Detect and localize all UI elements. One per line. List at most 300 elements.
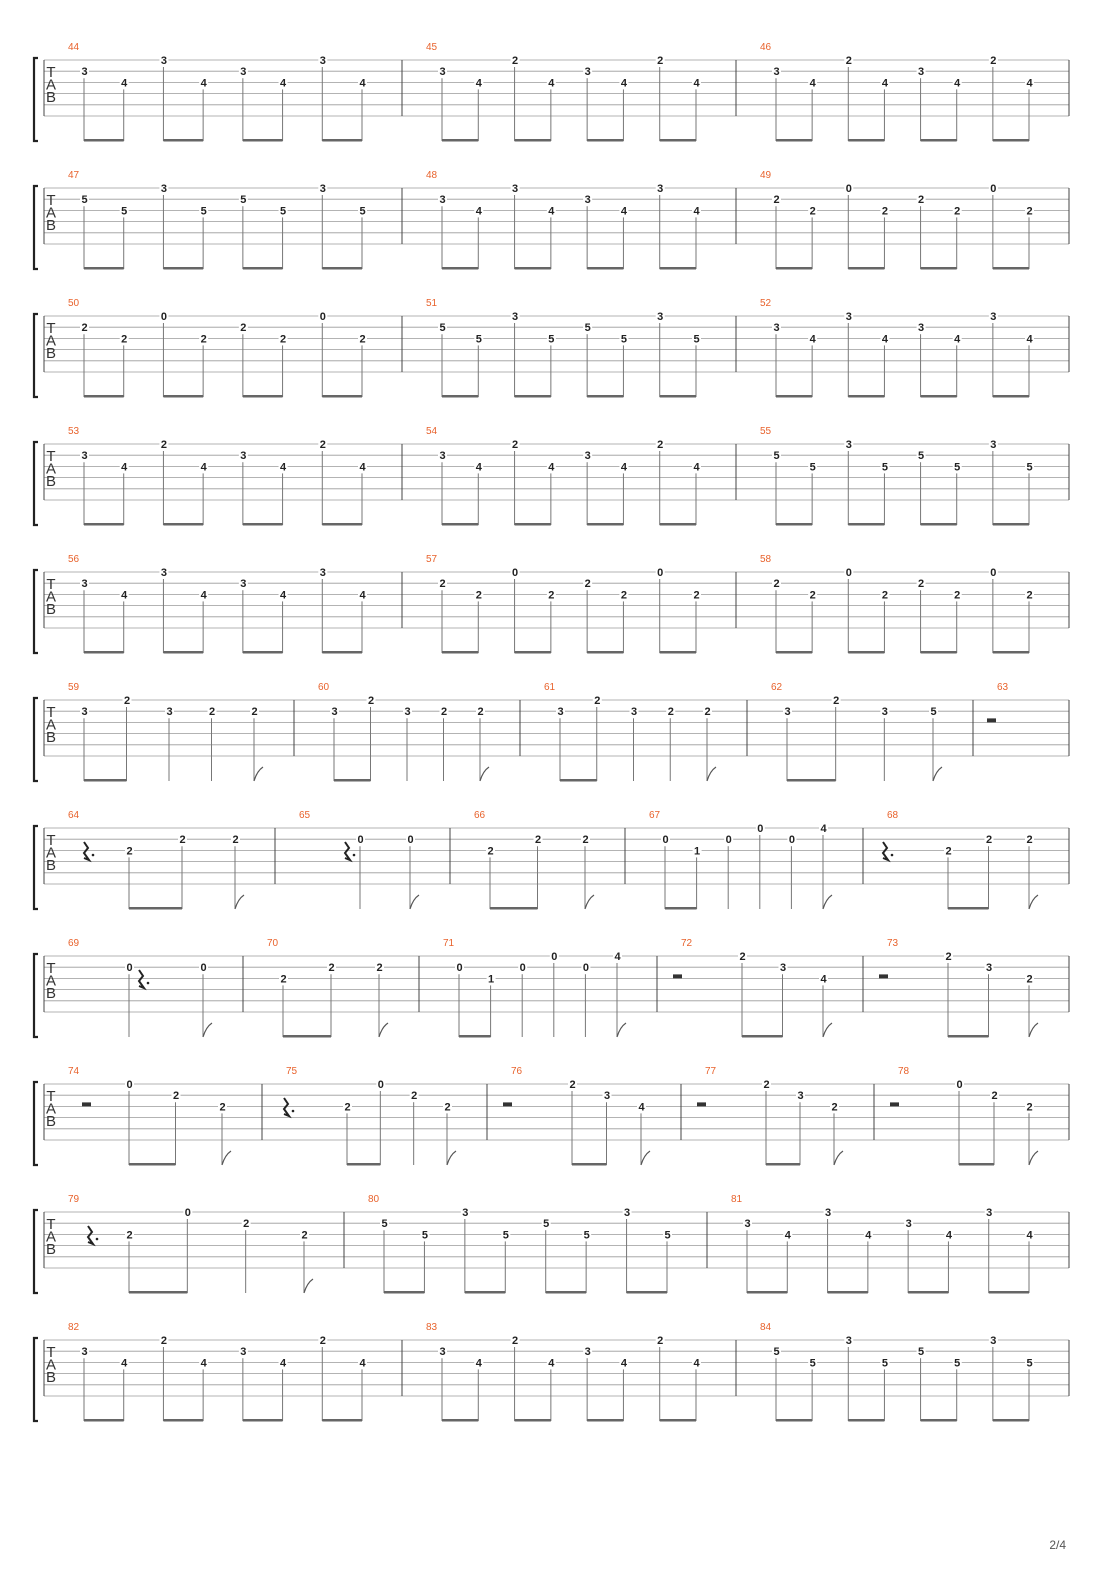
tab-clef-letter: A [45, 460, 57, 478]
fret-number: 3 [319, 183, 326, 195]
fret-number: 2 [1026, 1101, 1033, 1114]
fret-number: 4 [693, 77, 700, 90]
measure [426, 1322, 701, 1422]
beam [921, 395, 957, 398]
beam [848, 523, 884, 526]
beam [84, 651, 124, 654]
fret-number: 2 [344, 1101, 351, 1114]
beam [921, 1419, 957, 1422]
fret-number: 3 [845, 311, 852, 323]
measure [68, 1194, 313, 1294]
measure-number: 50 [68, 298, 80, 309]
half-rest [697, 1102, 706, 1106]
fret-number: 2 [881, 589, 888, 602]
fret-number: 2 [200, 333, 207, 346]
half-rest [82, 1102, 91, 1106]
fret-number: 4 [200, 589, 207, 602]
fret-number: 3 [240, 66, 247, 79]
fret-number: 2 [945, 951, 952, 963]
beam [742, 1035, 783, 1038]
measure [68, 810, 244, 910]
beam [163, 523, 203, 526]
tab-clef-letter: T [46, 704, 56, 721]
fret-number: 5 [693, 333, 700, 346]
quarter-rest [345, 842, 350, 860]
beam [747, 1291, 787, 1294]
fret-number: 3 [160, 567, 167, 579]
tab-system [34, 298, 1069, 398]
fret-number: 5 [809, 461, 816, 474]
beam [84, 395, 124, 398]
beam [660, 1419, 696, 1422]
fret-number: 3 [240, 578, 247, 591]
measure-number: 68 [887, 810, 899, 821]
tab-clef-letter: T [46, 1344, 56, 1361]
fret-number: 4 [1026, 77, 1033, 90]
fret-number: 3 [918, 66, 925, 79]
beam [993, 651, 1029, 654]
fret-number: 4 [1026, 333, 1033, 346]
fret-number: 2 [1026, 589, 1033, 602]
beam [243, 395, 283, 398]
beam [587, 267, 623, 270]
fret-number: 5 [584, 322, 591, 335]
fret-number: 2 [123, 695, 131, 707]
tab-clef-letter: A [45, 332, 57, 350]
tab-clef-letter: A [45, 588, 57, 606]
quarter-rest [88, 1226, 93, 1244]
fret-number: 5 [1026, 1357, 1033, 1370]
fret-number: 4 [1026, 1229, 1033, 1242]
beam [993, 395, 1029, 398]
fret-number: 2 [809, 205, 816, 218]
fret-number: 4 [200, 1357, 207, 1370]
fret-number: 4 [548, 1357, 555, 1370]
measure-number: 81 [731, 1194, 743, 1205]
beam [989, 1291, 1029, 1294]
beam [848, 395, 884, 398]
measure [68, 1322, 367, 1422]
note-flag [617, 1023, 626, 1037]
fret-number: 2 [620, 589, 627, 602]
fret-number: 5 [954, 1357, 961, 1370]
measure [760, 1322, 1034, 1422]
beam [84, 1419, 124, 1422]
measure [68, 938, 212, 1037]
beam [442, 651, 478, 654]
beam [587, 139, 623, 142]
fret-number: 5 [121, 205, 128, 218]
tab-system [34, 554, 1069, 654]
tab-clef-letter: A [45, 972, 57, 990]
fret-number: 4 [693, 205, 700, 218]
fret-number: 2 [739, 951, 746, 963]
fret-number: 5 [881, 461, 888, 474]
note-flag [707, 767, 716, 781]
fret-number: 3 [986, 1207, 993, 1219]
fret-number: 4 [548, 205, 555, 218]
fret-number: 4 [548, 77, 555, 90]
beam [442, 267, 478, 270]
beam [347, 1163, 380, 1166]
fret-number: 3 [657, 311, 664, 323]
fret-number: 5 [809, 1357, 816, 1370]
system-bracket [34, 698, 38, 781]
fret-number: 3 [462, 1207, 469, 1219]
beam [442, 139, 478, 142]
measure-number: 64 [68, 810, 80, 821]
fret-number: 2 [280, 973, 287, 986]
fret-number: 2 [667, 706, 674, 719]
fret-number: 2 [367, 695, 375, 707]
fret-number: 3 [657, 183, 664, 195]
fret-number: 5 [620, 333, 627, 346]
fret-number: 4 [121, 589, 128, 602]
fret-number: 4 [693, 461, 700, 474]
fret-number: 3 [439, 194, 446, 207]
fret-number: 5 [421, 1229, 428, 1242]
fret-number: 3 [319, 567, 326, 579]
tab-clef-letter: A [45, 1100, 57, 1118]
beam [442, 1419, 478, 1422]
system-bracket [34, 58, 38, 141]
tab-system [34, 1322, 1069, 1422]
measure-number: 63 [997, 682, 1009, 693]
fret-number: 4 [693, 1357, 700, 1370]
tab-clef-letter: T [46, 1088, 56, 1105]
fret-number: 2 [512, 439, 519, 451]
fret-number: 0 [788, 834, 795, 847]
quarter-rest [84, 842, 89, 860]
fret-number: 5 [918, 1346, 925, 1359]
measure-number: 76 [511, 1066, 523, 1077]
note-flag [1029, 895, 1038, 909]
fret-number: 4 [638, 1101, 645, 1114]
measure-number: 49 [760, 170, 772, 181]
system-bracket [34, 442, 38, 525]
fret-number: 0 [757, 823, 764, 835]
fret-number: 3 [160, 55, 167, 67]
fret-number: 5 [583, 1229, 590, 1242]
fret-number: 4 [954, 333, 961, 346]
tab-clef-letter: T [46, 192, 56, 209]
measure [760, 42, 1034, 142]
fret-number: 4 [784, 1229, 791, 1242]
fret-number: 0 [990, 183, 997, 195]
fret-number: 2 [440, 706, 448, 719]
fret-number: 3 [512, 183, 519, 195]
beam [959, 1163, 994, 1166]
fret-number: 4 [359, 461, 366, 474]
fret-number: 2 [232, 834, 239, 847]
fret-number: 0 [990, 567, 997, 579]
beam [660, 139, 696, 142]
fret-number: 2 [657, 1335, 664, 1347]
dot [292, 1110, 295, 1113]
measure [503, 1066, 650, 1166]
fret-number: 3 [160, 183, 167, 195]
fret-number: 3 [845, 439, 852, 451]
measure [697, 1066, 843, 1166]
fret-number: 5 [439, 322, 446, 335]
beam [665, 907, 697, 910]
measure-number: 48 [426, 170, 438, 181]
fret-number: 2 [439, 578, 446, 591]
fret-number: 5 [502, 1229, 509, 1242]
measure-number: 54 [426, 426, 438, 437]
fret-number: 5 [954, 461, 961, 474]
fret-number: 4 [475, 1357, 482, 1370]
system-bracket [34, 1082, 38, 1165]
note-flag [823, 895, 832, 909]
measure-number: 44 [68, 42, 80, 53]
fret-number: 3 [845, 1335, 852, 1347]
fret-number: 3 [773, 66, 780, 79]
beam [921, 139, 957, 142]
fret-number: 2 [693, 589, 700, 602]
measure-number: 51 [426, 298, 438, 309]
half-rest [987, 718, 996, 722]
note-flag [379, 1023, 388, 1037]
beam [322, 651, 362, 654]
fret-number: 2 [548, 589, 555, 602]
tab-clef-letter: B [45, 217, 57, 234]
fret-number: 4 [280, 461, 287, 474]
beam [243, 267, 283, 270]
tab-clef-letter: T [46, 320, 56, 337]
fret-number: 2 [301, 1229, 308, 1242]
fret-number: 2 [126, 845, 133, 858]
fret-number: 2 [809, 589, 816, 602]
note-flag [480, 767, 489, 781]
fret-number: 0 [512, 567, 519, 579]
fret-number: 5 [664, 1229, 671, 1242]
dot [147, 982, 150, 985]
beam [322, 395, 362, 398]
fret-number: 3 [881, 706, 888, 719]
fret-number: 3 [584, 194, 591, 207]
fret-number: 2 [657, 55, 664, 67]
measure-number: 75 [286, 1066, 298, 1077]
fret-number: 3 [81, 1346, 88, 1359]
note-flag [304, 1279, 313, 1293]
fret-number: 4 [954, 77, 961, 90]
beam [993, 139, 1029, 142]
fret-number: 5 [81, 194, 88, 207]
half-rest [890, 1102, 899, 1106]
fret-number: 2 [477, 706, 484, 719]
fret-number: 0 [377, 1079, 384, 1091]
beam [442, 523, 478, 526]
fret-number: 4 [359, 77, 366, 90]
fret-number: 2 [831, 1101, 838, 1114]
measure [68, 298, 367, 398]
system-bracket [34, 1338, 38, 1421]
beam [515, 139, 551, 142]
fret-number: 2 [280, 333, 287, 346]
fret-number: 2 [219, 1101, 226, 1114]
fret-number: 3 [81, 450, 88, 463]
fret-number: 3 [905, 1218, 912, 1231]
measure-number: 59 [68, 682, 80, 693]
fret-number: 3 [319, 55, 326, 67]
beam [908, 1291, 948, 1294]
measure [544, 682, 716, 782]
fret-number: 5 [475, 333, 482, 346]
beam [587, 395, 623, 398]
fret-number: 4 [359, 1357, 366, 1370]
fret-number: 2 [881, 205, 888, 218]
beam [766, 1163, 800, 1166]
measure [760, 298, 1034, 398]
note-flag [933, 767, 942, 781]
tab-system [34, 42, 1069, 142]
beam [921, 523, 957, 526]
fret-number: 3 [439, 66, 446, 79]
fret-number: 3 [439, 450, 446, 463]
tab-system [34, 1066, 1069, 1166]
fret-number: 5 [280, 205, 287, 218]
fret-number: 2 [172, 1090, 180, 1103]
beam [515, 1419, 551, 1422]
beam [660, 523, 696, 526]
tab-system [34, 938, 1069, 1038]
dot [353, 854, 356, 857]
beam [84, 139, 124, 142]
fret-number: 3 [990, 439, 997, 451]
beam [163, 139, 203, 142]
beam [163, 651, 203, 654]
system-bracket [34, 826, 38, 909]
measure [68, 42, 367, 142]
fret-number: 3 [603, 1090, 611, 1103]
tab-clef-letter: B [45, 1113, 57, 1130]
fret-number: 3 [825, 1207, 832, 1219]
fret-number: 2 [319, 439, 326, 451]
fret-number: 2 [704, 706, 711, 719]
beam [283, 1035, 331, 1038]
quarter-rest [284, 1098, 289, 1116]
measure [68, 426, 367, 526]
dot [96, 1238, 99, 1241]
fret-number: 2 [179, 834, 186, 847]
fret-number: 0 [662, 834, 669, 847]
beam [787, 779, 836, 782]
fret-number: 4 [280, 1357, 287, 1370]
measure-number: 84 [760, 1322, 772, 1333]
fret-number: 2 [954, 589, 961, 602]
measure [68, 554, 367, 654]
measure [426, 42, 701, 142]
beam [776, 139, 812, 142]
fret-number: 4 [200, 77, 207, 90]
measure-number: 78 [898, 1066, 910, 1077]
tab-clef-letter: B [45, 1369, 57, 1386]
fret-number: 2 [1026, 834, 1033, 847]
fret-number: 2 [773, 194, 780, 207]
fret-number: 2 [126, 1229, 133, 1242]
fret-number: 4 [820, 973, 827, 986]
tab-clef-letter: A [45, 716, 57, 734]
fret-number: 2 [763, 1079, 770, 1091]
fret-number: 4 [620, 461, 627, 474]
tab-system [34, 1194, 1069, 1294]
fret-number: 2 [512, 55, 519, 67]
system-bracket [34, 186, 38, 269]
tab-clef-letter: T [46, 1216, 56, 1233]
fret-number: 3 [773, 322, 780, 335]
fret-number: 2 [534, 834, 542, 847]
measure-number: 70 [267, 938, 279, 949]
beam [587, 523, 623, 526]
fret-number: 2 [411, 1090, 418, 1103]
note-flag [834, 1151, 843, 1165]
measure-number: 65 [299, 810, 311, 821]
fret-number: 2 [328, 962, 335, 975]
fret-number: 4 [881, 333, 888, 346]
system-bracket [34, 1210, 38, 1293]
fret-number: 3 [512, 311, 519, 323]
beam [84, 267, 124, 270]
fret-number: 3 [240, 1346, 247, 1359]
quarter-rest [883, 842, 888, 860]
measure-number: 55 [760, 426, 772, 437]
fret-number: 3 [331, 706, 338, 719]
fret-number: 3 [918, 322, 925, 335]
beam [163, 267, 203, 270]
fret-number: 3 [557, 706, 564, 719]
measure-number: 69 [68, 938, 80, 949]
fret-number: 3 [404, 706, 411, 719]
beam [587, 1419, 623, 1422]
measure [318, 682, 489, 782]
fret-number: 4 [200, 461, 207, 474]
quarter-rest [139, 970, 144, 988]
measure-number: 82 [68, 1322, 80, 1333]
fret-number: 0 [407, 834, 414, 847]
fret-number: 4 [280, 589, 287, 602]
measure-number: 52 [760, 298, 772, 309]
fret-number: 2 [945, 845, 952, 858]
measure [474, 810, 594, 910]
fret-number: 3 [81, 66, 88, 79]
beam [129, 1163, 176, 1166]
measure [771, 682, 942, 782]
fret-number: 5 [240, 194, 247, 207]
fret-number: 2 [833, 695, 840, 707]
fret-number: 4 [475, 461, 482, 474]
beam [490, 907, 538, 910]
measure-number: 67 [649, 810, 661, 821]
fret-number: 5 [773, 1346, 780, 1359]
fret-number: 5 [930, 706, 937, 719]
measure-number: 46 [760, 42, 772, 53]
fret-number: 2 [240, 322, 247, 335]
measure [284, 1066, 456, 1166]
tab-clef-letter: B [45, 601, 57, 618]
tab-clef-letter: A [45, 1356, 57, 1374]
fret-number: 2 [584, 578, 591, 591]
beam [921, 267, 957, 270]
fret-number: 0 [725, 834, 732, 847]
fret-number: 5 [918, 450, 925, 463]
fret-number: 2 [475, 589, 482, 602]
fret-number: 2 [319, 1335, 326, 1347]
dot [891, 854, 894, 857]
tab-clef-letter: A [45, 844, 57, 862]
beam [660, 651, 696, 654]
fret-number: 3 [584, 1346, 591, 1359]
